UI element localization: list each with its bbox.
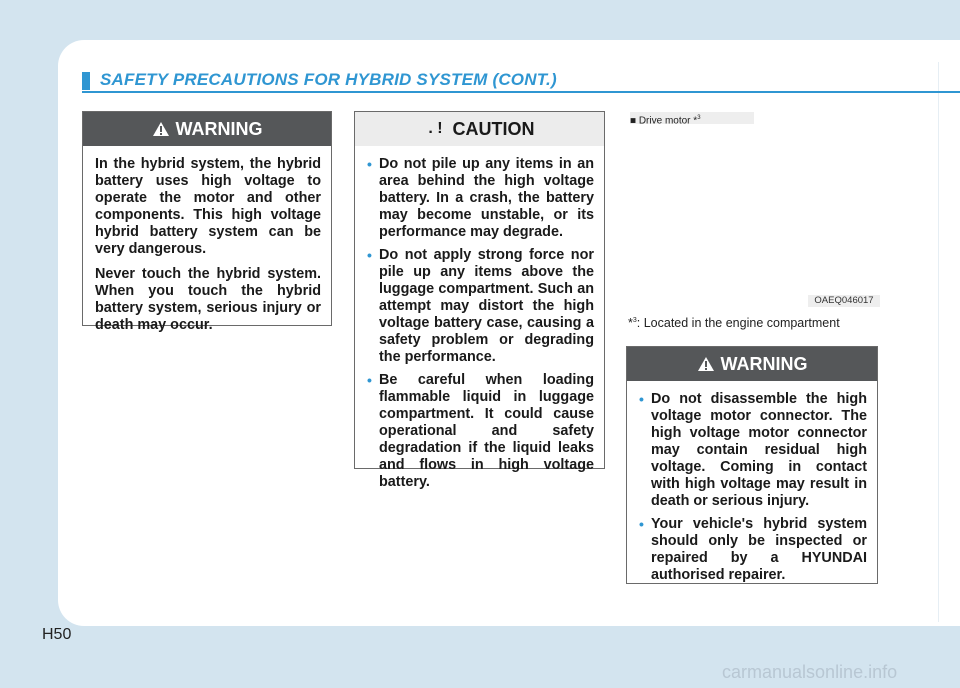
bullet-dot-icon: •: [367, 372, 372, 388]
warning-triangle-icon: [697, 356, 715, 372]
image-caption: [630, 112, 754, 127]
footnote-text: : Located in the engine compartment: [636, 316, 840, 330]
warning-box-right: [626, 346, 878, 584]
list-item: • Be careful when loading flammable liquid in luggage compartment. It could cause operational and safety degradation if the liquid leaks and flows in high voltage battery.: [367, 372, 594, 490]
image-code: OAEQ046017: [808, 295, 880, 307]
footnote: [628, 316, 840, 330]
warning-header-label: WARNING: [720, 353, 808, 374]
title-accent-bar: [82, 72, 90, 90]
page-number: H50: [42, 626, 72, 643]
warning-paragraph: Never touch the hybrid system. When you touch the hybrid battery system, serious injury or death may occur.: [95, 266, 321, 333]
margin-guide: [938, 62, 939, 622]
bullet-dot-icon: •: [639, 391, 644, 407]
caption-text: Drive motor: [638, 115, 691, 127]
warning-header-label: WARNING: [175, 118, 263, 139]
section-title: SAFETY PRECAUTIONS FOR HYBRID SYSTEM (CONT.): [100, 70, 557, 89]
footnote-ref-num: 3: [632, 316, 637, 324]
warning-body: [83, 146, 331, 342]
list-item: • Do not pile up any items in an area behind the high voltage battery. In a crash, the battery may become unstable, or its performance may degrade.: [367, 156, 594, 240]
footnote-ref: *: [628, 316, 633, 330]
warning-box-left: [82, 111, 332, 333]
bullet-dot-icon: •: [367, 247, 372, 263]
list-item: • Do not apply strong force nor pile up any items above the luggage compartment. Such an attempt may distort the high voltage battery case, causing a safety problem or degrading the performance.: [367, 247, 594, 365]
warning-body: [627, 381, 877, 592]
bullet-dot-icon: •: [367, 156, 372, 172]
caution-header-label: CAUTION: [452, 118, 535, 139]
caution-body: [355, 146, 604, 499]
caption-ref-num: 3: [697, 115, 701, 121]
watermark: carmanualsonline.info: [722, 662, 898, 682]
bullet-dot-icon: •: [639, 516, 644, 532]
list-item: • Your vehicle's hybrid system should only be inspected or repaired by a HYUNDAI authorised repairer.: [639, 516, 867, 583]
caution-box: [354, 111, 605, 490]
warning-paragraph: In the hybrid system, the hybrid battery uses high voltage to operate the motor and other components. This high voltage hybrid battery system can be very dangerous.: [95, 156, 321, 257]
warning-triangle-icon: [152, 121, 170, 137]
caution-exclamation-icon: . !: [428, 120, 443, 137]
drive-motor-image: [628, 128, 880, 294]
title-rule: [82, 91, 960, 93]
list-item: • Do not disassemble the high voltage motor connector. The high voltage motor connector may contain residual high voltage. Coming in contact with high voltage may result in death or serious injury.: [639, 391, 867, 509]
warning-header: [627, 347, 877, 381]
caption-ref: *: [693, 115, 698, 127]
caption-bullet-icon: ■: [630, 115, 637, 127]
caution-header: [355, 112, 604, 146]
warning-header: [83, 112, 331, 146]
